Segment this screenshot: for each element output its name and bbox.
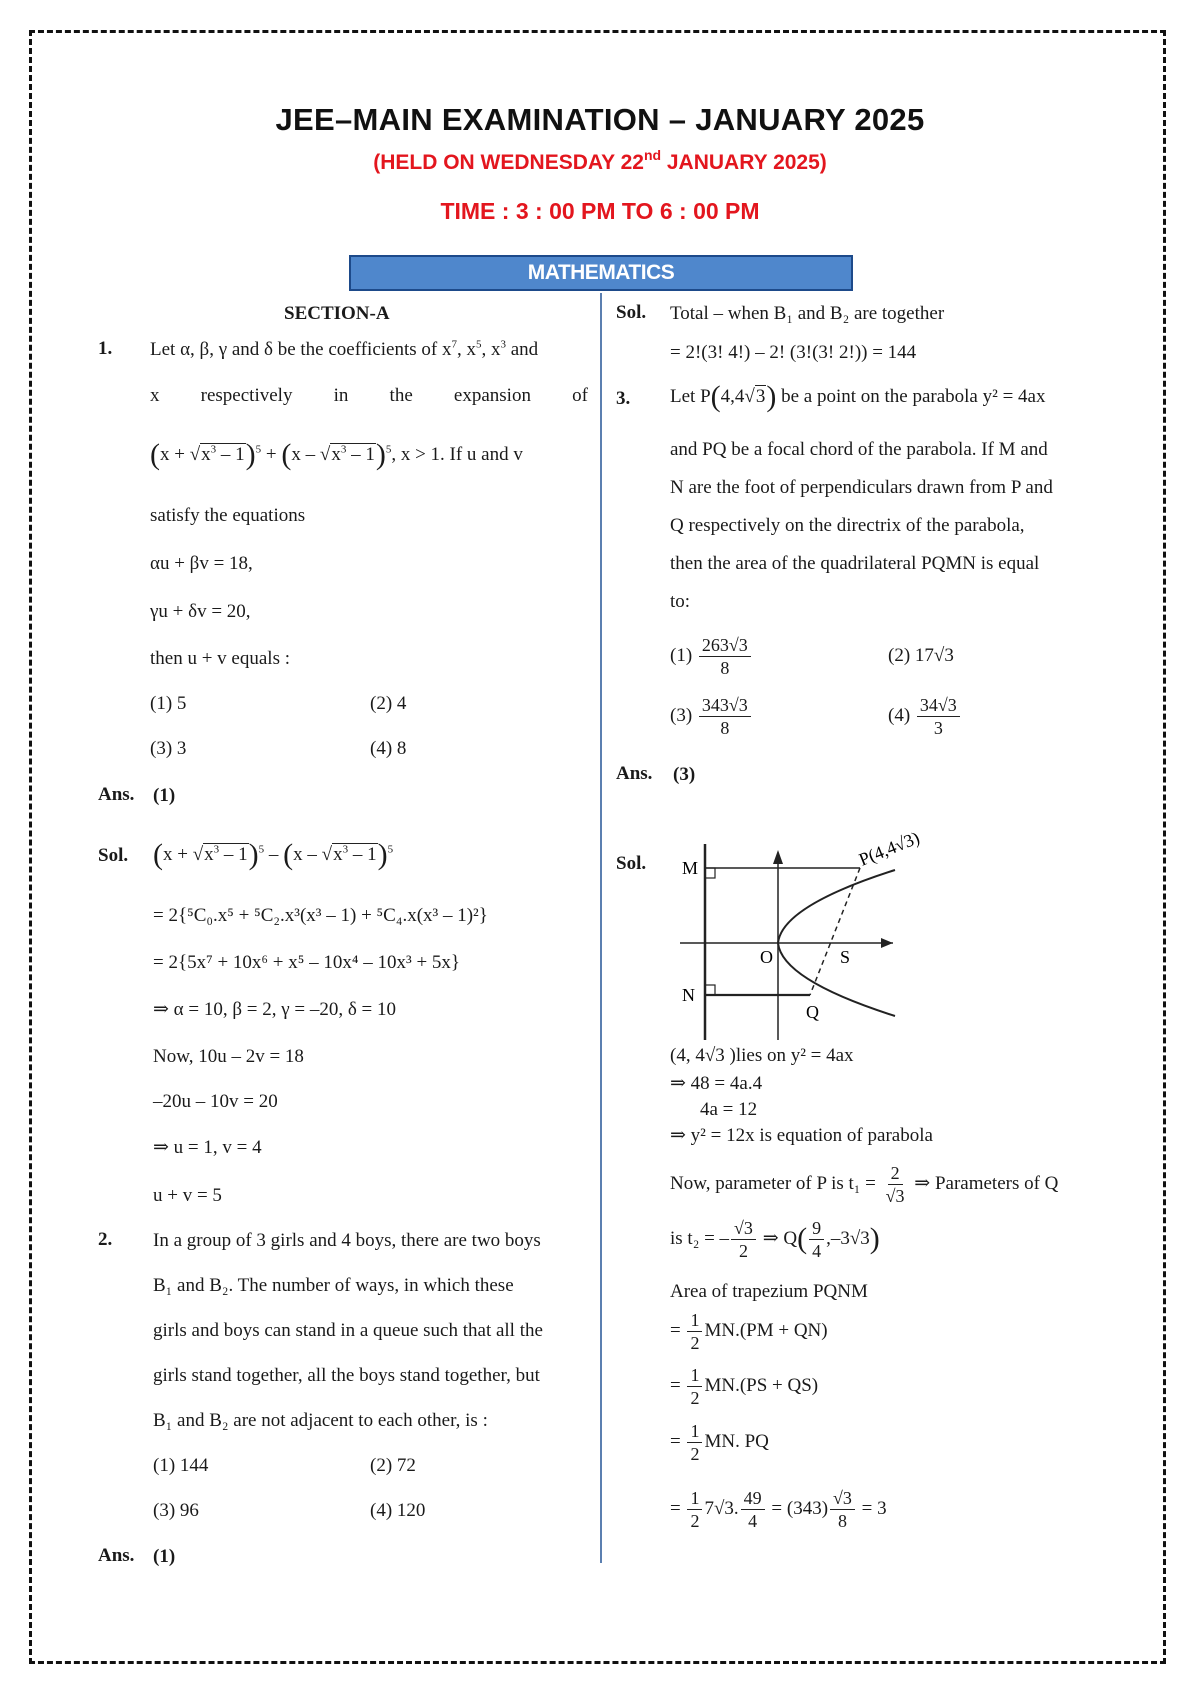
label-s: S (840, 947, 851, 967)
q3-sol-area-heading: Area of trapezium PQNM (670, 1281, 868, 1302)
q1-eq2: γu + δv = 20, (150, 601, 251, 622)
exam-title: JEE–MAIN EXAMINATION – JANUARY 2025 (275, 102, 925, 137)
label-n: N (682, 985, 695, 1005)
q1-sol-step2: = 2{5x⁷ + 10x⁶ + x⁵ – 10x⁴ – 10x³ + 5x} (153, 952, 461, 973)
q2-line3: girls and boys can stand in a queue such that all the (153, 1320, 543, 1341)
q3-sol-param-q: is t₂ = – $\frac{√3}{2}$ ⇒ Q( $\frac{9}{4}$ ,–3√3) (670, 1218, 880, 1262)
q2-line2: B₁ and B₂. The number of ways, in which these (153, 1275, 514, 1296)
q3-number: 3. (616, 388, 631, 409)
label-o: O (760, 947, 773, 967)
q3-ans-label: Ans. (616, 763, 653, 784)
q3-sol-label: Sol. (616, 853, 647, 874)
q2-number: 2. (98, 1229, 113, 1250)
label-m: M (682, 858, 699, 878)
q3-line5: then the area of the quadrilateral PQMN is equal (670, 553, 1040, 574)
q1-line4: satisfy the equations (150, 505, 306, 526)
x-axis-arrow (881, 938, 893, 948)
q3-option-2: (2) 17√3 (888, 645, 954, 666)
q1-number: 1. (98, 338, 113, 359)
q2-ans-label: Ans. (98, 1545, 135, 1566)
q1-sol-step5: –20u – 10v = 20 (153, 1091, 278, 1112)
q3-sol-line2: ⇒ 48 = 4a.4 (670, 1073, 763, 1094)
q1-sol-step3: ⇒ α = 10, β = 2, γ = –20, δ = 10 (153, 999, 397, 1020)
q2-sol-line1: Total – when B₁ and B₂ are together (670, 303, 945, 324)
right-angle-m (705, 868, 715, 878)
q1-option-2: (2) 4 (370, 693, 407, 714)
q3-option-1: (1) $\frac{263√3}{8}$ (670, 632, 753, 680)
q3-sol-area-3: = $\frac{1}{2}$ MN. PQ (670, 1421, 769, 1465)
right-angle-n (705, 985, 715, 995)
q3-sol-param-p: Now, parameter of P is t₁ = $\frac{2}{√3}$ ⇒ Parameters of Q (670, 1163, 1059, 1207)
label-q: Q (806, 1002, 819, 1022)
subject-bar: MATHEMATICS (349, 255, 853, 291)
column-divider (600, 293, 602, 1563)
q1-line7: then u + v equals : (150, 648, 290, 669)
label-p: P(4,4√3) (856, 827, 923, 870)
q1-sol-label: Sol. (98, 845, 129, 866)
q1-option-4: (4) 8 (370, 738, 407, 759)
q3-option-3: (3) $\frac{343√3}{8}$ (670, 692, 753, 740)
q3-sol-area-1: = $\frac{1}{2}$ MN.(PM + QN) (670, 1310, 828, 1354)
q2-answer: (1) (153, 1546, 176, 1567)
q2-option-3: (3) 96 (153, 1500, 199, 1521)
q1-option-1: (1) 5 (150, 693, 187, 714)
parabola-diagram (670, 808, 930, 1040)
q3-line1: Let P(4,4√3) be a point on the parabola y² = 4ax (670, 380, 1046, 413)
q3-sol-area-2: = $\frac{1}{2}$ MN.(PS + QS) (670, 1365, 819, 1409)
q3-sol-area-4: = $\frac{1}{2}$ 7√3. $\frac{49}{4}$ = (343) $\frac{√3}{8}$ = 3 (670, 1488, 887, 1532)
q2-line5: B₁ and B₂ are not adjacent to each other, is : (153, 1410, 488, 1431)
q1-sol-step1: = 2{⁵C₀.x⁵ + ⁵C₂.x³(x³ – 1) + ⁵C₄.x(x³ – 1)²} (153, 905, 488, 926)
q1-ans-label: Ans. (98, 784, 135, 805)
held-on-date: (HELD ON WEDNESDAY 22nd JANUARY 2025) (373, 147, 827, 174)
q3-sol-line4: ⇒ y² = 12x is equation of parabola (670, 1125, 933, 1146)
q3-answer: (3) (673, 764, 696, 785)
q2-line1: In a group of 3 girls and 4 boys, there are two boys (153, 1230, 541, 1251)
q1-line1: Let α, β, γ and δ be the coefficients of $x^7$, $x^5$, $x^3$ and (150, 338, 539, 360)
q1-sol-step4: Now, 10u – 2v = 18 (153, 1046, 304, 1067)
q1-line2: x respectively in the expansion of (150, 385, 588, 406)
q2-option-4: (4) 120 (370, 1500, 426, 1521)
q3-sol-line3: 4a = 12 (700, 1099, 758, 1120)
q2-sol-line2: = 2!(3! 4!) – 2! (3!(3! 2!)) = 144 (670, 342, 917, 363)
q2-sol-label: Sol. (616, 302, 647, 323)
q3-sol-line1: (4, 4√3 )lies on y² = 4ax (670, 1045, 854, 1066)
q2-option-1: (1) 144 (153, 1455, 209, 1476)
q2-option-2: (2) 72 (370, 1455, 416, 1476)
q1-eq1: αu + βv = 18, (150, 553, 253, 574)
q1-sol-step7: u + v = 5 (153, 1185, 222, 1206)
focal-chord (810, 868, 860, 995)
q3-line4: Q respectively on the directrix of the parabola, (670, 515, 1025, 536)
section-heading: SECTION-A (284, 303, 390, 324)
q3-option-4: (4) $\frac{34√3}{3}$ (888, 692, 962, 740)
q3-line3: N are the foot of perpendiculars drawn from P and (670, 477, 1053, 498)
q1-sol-expansion: $(x + √x^3 - 1)^5 - (x - √x^3 - 1)^5$ (153, 838, 394, 871)
q3-line6: to: (670, 591, 691, 612)
q1-option-3: (3) 3 (150, 738, 187, 759)
q3-line2: and PQ be a focal chord of the parabola. If M and (670, 439, 1048, 460)
exam-time: TIME : 3 : 00 PM TO 6 : 00 PM (440, 198, 760, 224)
q1-expansion: $(x + √x^3 - 1)^5 + (x - √x^3 - 1)^5$, x > 1. If u and v (150, 438, 523, 471)
q1-answer: (1) (153, 785, 176, 806)
q1-sol-step6: ⇒ u = 1, v = 4 (153, 1137, 262, 1158)
y-axis-arrow (773, 850, 783, 864)
q2-line4: girls stand together, all the boys stand together, but (153, 1365, 540, 1386)
